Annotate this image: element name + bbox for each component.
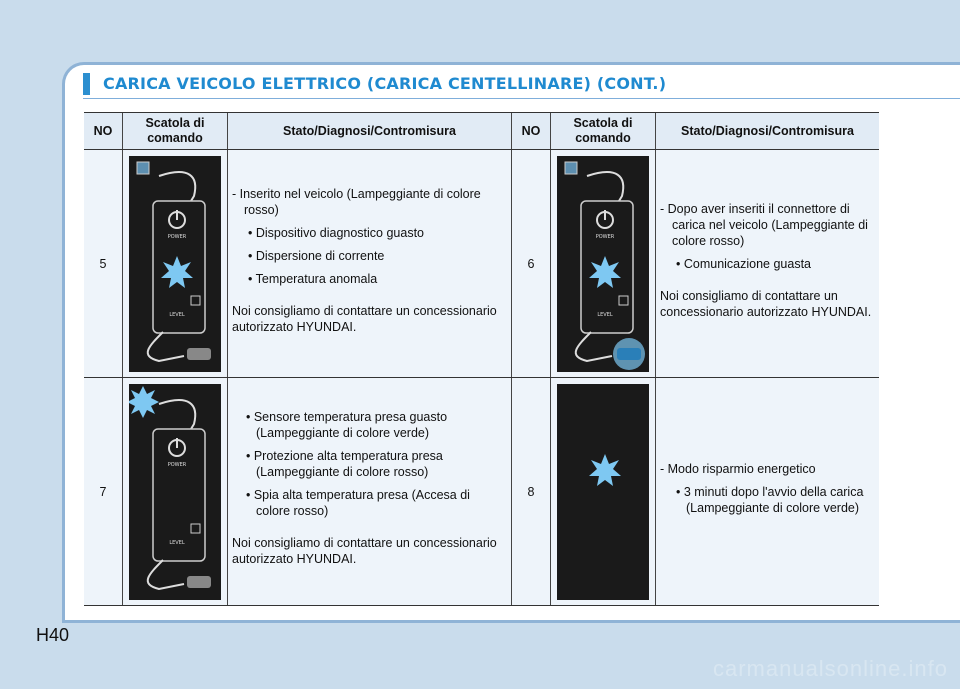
svg-text:POWER: POWER <box>595 233 615 240</box>
svg-text:LEVEL: LEVEL <box>169 311 185 318</box>
table-row <box>84 150 879 378</box>
page-number: H40 <box>36 625 70 645</box>
header-no-2: NO <box>512 113 551 150</box>
status-bullet: • Protezione alta temperatura presa (Lampeggiante di colore rosso) <box>246 449 443 479</box>
status-bullet: • Dispositivo diagnostico guasto <box>248 225 425 240</box>
status-description <box>228 150 512 378</box>
status-line: - Inserito nel veicolo (Lampeggiante di colore rosso) <box>232 186 481 217</box>
diagnosis-table <box>84 112 879 606</box>
table-row <box>84 378 879 606</box>
table-header-row <box>84 113 879 150</box>
status-bullet: • 3 minuti dopo l'avvio della carica (Lampeggiante di colore verde) <box>676 484 864 515</box>
section-header <box>83 73 960 95</box>
row-number: 8 <box>512 378 551 606</box>
control-box-icon <box>557 156 649 372</box>
title-accent-bar <box>83 73 90 95</box>
svg-text:POWER: POWER <box>167 233 187 240</box>
row-number: 5 <box>84 150 123 378</box>
control-box-image <box>123 150 228 378</box>
status-description <box>228 378 512 606</box>
row-number: 7 <box>84 378 123 606</box>
header-no: NO <box>84 113 123 150</box>
control-box-icon <box>557 384 649 600</box>
status-line: - Dopo aver inseriti il connettore di carica nel veicolo (Lampeggiante di colore rosso) <box>660 201 868 248</box>
svg-text:LEVEL: LEVEL <box>597 311 613 318</box>
recommendation-note: Noi consigliamo di contattare un concessionario autorizzato HYUNDAI. <box>232 536 497 566</box>
status-bullet: • Spia alta temperatura presa (Accesa di colore rosso) <box>246 488 470 518</box>
status-bullet: • Temperatura anomala <box>248 271 378 286</box>
status-bullet: • Sensore temperatura presa guasto (Lampeggiante di colore verde) <box>246 410 448 440</box>
status-description <box>656 378 880 606</box>
control-box-image <box>551 378 656 606</box>
header-control-box: Scatola di comando <box>123 113 228 150</box>
watermark: carmanualsonline.info <box>712 656 948 681</box>
recommendation-note: Noi consigliamo di contattare un concessionario autorizzato HYUNDAI. <box>232 303 497 334</box>
svg-text:POWER: POWER <box>167 461 187 468</box>
status-line: - Modo risparmio energetico <box>660 461 816 476</box>
row-number: 6 <box>512 150 551 378</box>
status-bullet: • Comunicazione guasta <box>676 256 812 271</box>
control-box-icon <box>129 384 221 600</box>
page-title: CARICA VEICOLO ELETTRICO (CARICA CENTELLINARE) (CONT.) <box>103 74 667 93</box>
header-control-box-2: Scatola di comando <box>551 113 656 150</box>
control-box-icon <box>129 156 221 372</box>
svg-text:LEVEL: LEVEL <box>169 539 185 546</box>
header-status-2: Stato/Diagnosi/Contromisura <box>656 113 880 150</box>
recommendation-note: Noi consigliamo di contattare un concessionario autorizzato HYUNDAI. <box>660 288 872 319</box>
title-underline <box>83 98 960 99</box>
header-status: Stato/Diagnosi/Contromisura <box>228 113 512 150</box>
control-box-image <box>551 150 656 378</box>
control-box-image <box>123 378 228 606</box>
status-description <box>656 150 880 378</box>
status-bullet: • Dispersione di corrente <box>248 248 385 263</box>
